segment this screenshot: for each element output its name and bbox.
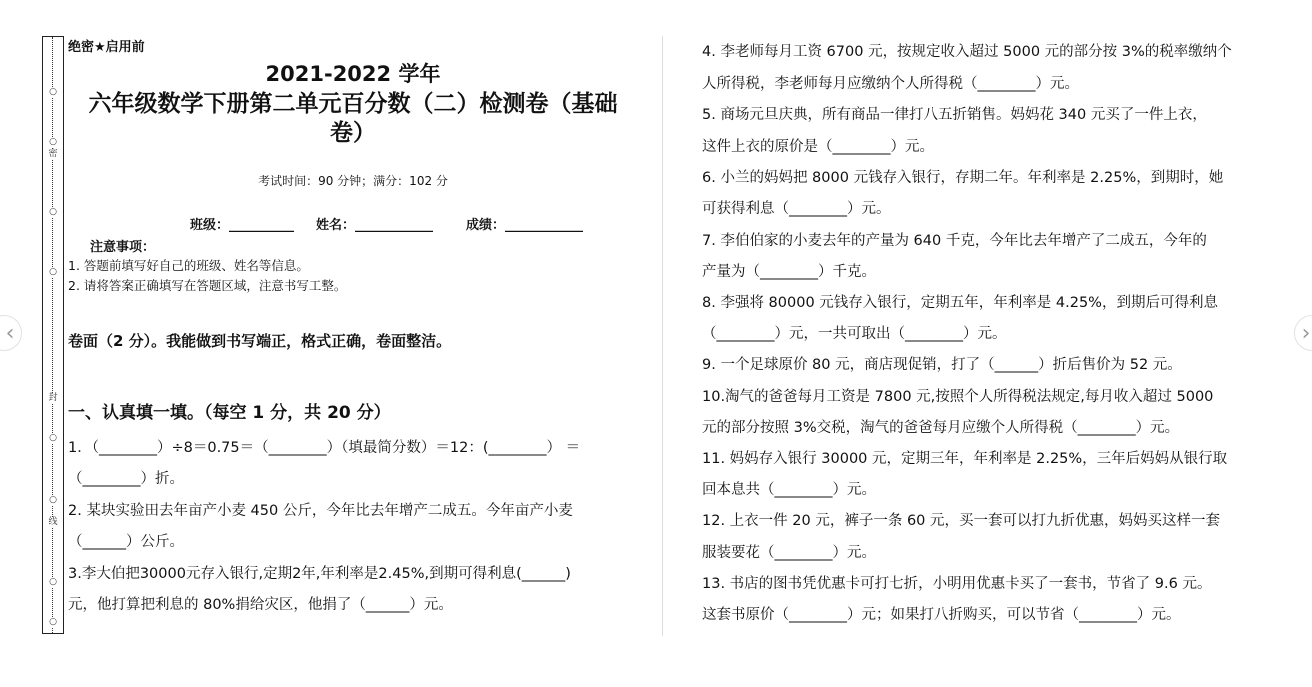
question-line: 产量为（________）千克。 <box>702 264 876 280</box>
question-line: 这套书原价（________）元；如果打八折购买，可以节省（________）元。 <box>702 607 1181 623</box>
score-field: 成绩：____________ <box>466 218 584 233</box>
question-line: 人所得税，李老师每月应缴纳个人所得税（________）元。 <box>702 76 1079 92</box>
question-line: 可获得利息（________）元。 <box>702 201 891 217</box>
question-line: 2. 某块实验田去年亩产小麦 450 公斤，今年比去年增产二成五。今年亩产小麦 <box>68 503 573 519</box>
question-line: 元的部分按照 3%交税，淘气的爸爸每月应缴个人所得税（________）元。 <box>702 420 1180 436</box>
chevron-right-icon: › <box>1301 320 1311 346</box>
note-item: 1. 答题前填写好自己的班级、姓名等信息。 <box>68 258 309 273</box>
next-page-button[interactable] <box>1294 315 1312 351</box>
question-line: （________）折。 <box>68 471 184 487</box>
question-line: 7. 李伯伯家的小麦去年的产量为 640 千克，今年比去年增产了二成五，今年的 <box>702 233 1207 249</box>
chevron-left-icon: ‹ <box>5 320 15 346</box>
question-line: 5. 商场元旦庆典，所有商品一律打八五折销售。妈妈花 340 元买了一件上衣， <box>702 107 1207 123</box>
binding-dotted-line <box>52 37 53 633</box>
question-line: （______）公斤。 <box>68 534 184 550</box>
secret-label: 绝密★启用前 <box>68 40 145 55</box>
binding-mark: 密 <box>46 149 60 159</box>
question-line: 11. 妈妈存入银行 30000 元，定期三年，年利率是 2.25%，三年后妈妈从银行取 <box>702 451 1228 467</box>
question-line: 12. 上衣一件 20 元，裤子一条 60 元，买一套可以打九折优惠，妈妈买这样一套 <box>702 513 1221 529</box>
title-line-2: 卷） <box>330 120 376 146</box>
question-line: 1．（________）÷8＝0.75＝（________）（填最简分数）＝12：(________） ＝ <box>68 440 581 456</box>
question-line: 9. 一个足球原价 80 元，商店现促销，打了（______）折后售价为 52 元。 <box>702 357 1182 373</box>
question-line: 服装要花（________）元。 <box>702 545 876 561</box>
binding-mark: ○ <box>46 207 60 217</box>
school-year: 2021-2022 学年 <box>265 62 441 86</box>
class-field: 班级：__________ <box>190 218 295 233</box>
binding-mark: ○ <box>46 87 60 97</box>
page-title <box>68 90 638 148</box>
binding-mark: 线 <box>46 517 60 527</box>
notes-heading: 注意事项： <box>90 240 156 255</box>
binding-mark: ○ <box>46 577 60 587</box>
name-field: 姓名：____________ <box>316 218 434 233</box>
question-line: 8. 李强将 80000 元钱存入银行，定期五年，年利率是 4.25%，到期后可得利息 <box>702 295 1218 311</box>
question-line: 这件上衣的原价是（________）元。 <box>702 139 934 155</box>
binding-mark: 封 <box>46 393 60 403</box>
binding-mark: ○ <box>46 137 60 147</box>
question-line: 回本息共（________）元。 <box>702 482 876 498</box>
binding-mark: ○ <box>46 267 60 277</box>
note-item: 2. 请将答案正确填写在答题区域，注意书写工整。 <box>68 278 347 293</box>
question-line: 4. 李老师每月工资 6700 元，按规定收入超过 5000 元的部分按 3%的税率缴纳个 <box>702 44 1232 60</box>
exam-info: 考试时间：90 分钟；满分：102 分 <box>258 174 448 188</box>
question-line: 10.淘气的爸爸每月工资是 7800 元,按照个人所得税法规定,每月收入超过 5000 <box>702 389 1214 405</box>
question-line: 3.李大伯把30000元存入银行,定期2年,年利率是2.45%,到期可得利息(______) <box>68 566 571 582</box>
neatness-note: 卷面（2 分）。我能做到书写端正，格式正确，卷面整洁。 <box>68 332 452 350</box>
binding-mark: ○ <box>46 495 60 505</box>
question-line: 6. 小兰的妈妈把 8000 元钱存入银行，存期二年。年利率是 2.25%，到期时，她 <box>702 170 1224 186</box>
binding-mark: ○ <box>46 617 60 627</box>
page-divider <box>662 36 663 636</box>
title-line-1: 六年级数学下册第二单元百分数（二）检测卷（基础 <box>88 91 618 117</box>
question-line: 13. 书店的图书凭优惠卡可打七折，小明用优惠卡买了一套书，节省了 9.6 元。 <box>702 576 1212 592</box>
question-line: 元，他打算把利息的 80%捐给灾区，他捐了（______）元。 <box>68 597 453 613</box>
binding-strip <box>42 36 64 634</box>
prev-page-button[interactable] <box>0 315 22 351</box>
binding-mark: ○ <box>46 433 60 443</box>
question-line: （________）元，一共可取出（________）元。 <box>702 326 1007 342</box>
section-heading: 一、认真填一填。（每空 1 分，共 20 分） <box>68 403 391 423</box>
